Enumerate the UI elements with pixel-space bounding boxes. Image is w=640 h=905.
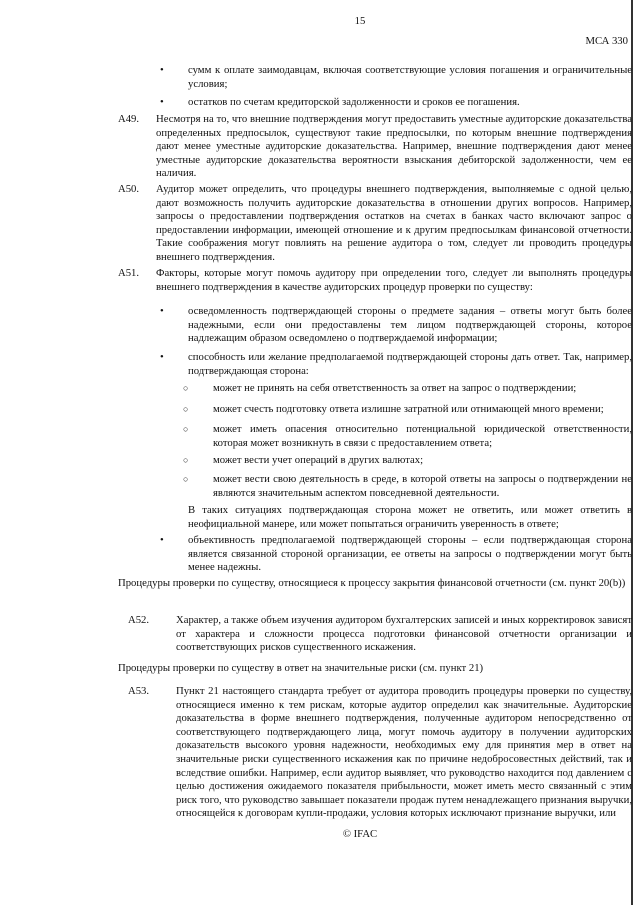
bullet-icon: • (160, 305, 164, 317)
sub-list-item: может не принять на себя ответственность за ответ на запрос о подтверждении; (213, 382, 577, 394)
section-heading: Процедуры проверки по существу в ответ на значительные риски (см. пункт 21) (118, 662, 484, 674)
paragraph-a52: Характер, а также объем изучения аудитором бухгалтерских записей и иных корректировок зависят от характера и сложности процесса подготовки финансовой отчетности организации и соответствующих рисков существенного искажения. (176, 614, 632, 654)
paragraph-label: A53. (128, 685, 150, 697)
list-item: осведомленность подтверждающей стороны о предмете задания – ответы могут быть более надежными, если они предоставлены тем лицом подтверждающей стороны, которое надлежащим образом осведомлено о подтверждаемой информации; (188, 305, 632, 345)
standard-code: МСА 330 (585, 35, 628, 47)
circle-bullet-icon: ○ (183, 424, 189, 434)
circle-bullet-icon: ○ (183, 455, 189, 465)
circle-bullet-icon: ○ (183, 474, 189, 484)
sub-list-item: может вести свою деятельность в среде, в которой ответы на запросы о подтверждении не являются значительным аспектом повседневной деятельности. (213, 473, 632, 499)
circle-bullet-icon: ○ (183, 383, 189, 393)
paragraph-label: A52. (128, 614, 150, 626)
list-item: сумм к оплате заимодавцам, включая соответствующие условия погашения и ограничительные условия; (188, 64, 632, 90)
footer-copyright: © IFAC (342, 828, 378, 840)
paragraph-a51: Факторы, которые могут помочь аудитору при определении того, следует ли выполнять процедуры внешнего подтверждения в качестве аудиторских процедур проверки по существу: (156, 267, 632, 293)
page-number: 15 (354, 15, 366, 27)
paragraph-label: A51. (118, 267, 140, 279)
paragraph-a50: Аудитор может определить, что процедуры внешнего подтверждения, выполняемые с одной целью, дают возможность получить аудиторские доказательства в отношении других вопросов. Например, запросы о предоставлении подтверждения остатков на счетах в банках часто включают запрос о предоставлении информации, имеющей отношение и к другим предпосылкам финансовой отчетности. Такие соображения могут повлиять на решение аудитора о том, следует ли проводить процедуры внешнего подтверждения. (156, 183, 632, 263)
circle-bullet-icon: ○ (183, 404, 189, 414)
bullet-icon: • (160, 351, 164, 363)
sub-list-conclusion: В таких ситуациях подтверждающая сторона может не ответить, или может ответить в неофициальной манере, или может попытаться ограничить уверенность в ответе; (188, 504, 632, 530)
list-item: остатков по счетам кредиторской задолженности и сроков ее погашения. (188, 96, 520, 108)
bullet-icon: • (160, 96, 164, 108)
bullet-icon: • (160, 64, 164, 76)
paragraph-a53: Пункт 21 настоящего стандарта требует от аудитора проводить процедуры проверки по существу, относящиеся именно к тем рискам, которые аудитор определил как значительные. Аудиторские доказательства в форме внешнего подтверждения, полученные аудитором непосредственно от соответствующего подтверждающего лица, могут помочь аудитору в получении аудиторских доказательств высокого уровня надежности, необходимых ему для принятия мер в ответ на значительные риски существенного искажения как по причине недобросовестных действий, так и вследствие ошибки. Например, если аудитор выявляет, что руководство находится под давлением с целью достижения ожидаемого показателя прибыльности, может иметь место связанный с этим риск того, что руководство завышает показатели продаж путем ненадлежащего признания выручки, относящейся к договорам купли-продажи, условия которых исключают признание выручки, или (176, 685, 632, 820)
paragraph-a49: Несмотря на то, что внешние подтверждения могут предоставить уместные аудиторские доказательства определенных предпосылок, существуют такие предпосылки, по которым внешние подтверждения дают менее уместные аудиторские доказательства. Например, внешние подтверждения дают менее уместные аудиторские доказательства вероятности взыскания дебиторской задолженности, чем ее наличия. (156, 113, 632, 180)
bullet-icon: • (160, 534, 164, 546)
sub-list-item: может вести учет операций в других валютах; (213, 454, 424, 466)
section-heading: Процедуры проверки по существу, относящиеся к процессу закрытия финансовой отчетности (см. пункт 20(b)) (118, 577, 626, 589)
sub-list-item: может иметь опасения относительно потенциальной юридической ответственности, которая может возникнуть в связи с предоставлением ответа; (213, 423, 632, 449)
paragraph-label: A49. (118, 113, 140, 125)
sub-list-item: может счесть подготовку ответа излишне затратной или отнимающей много времени; (213, 403, 604, 415)
paragraph-label: A50. (118, 183, 140, 195)
list-item: объективность предполагаемой подтверждающей стороны – если подтверждающая сторона является связанной стороной организации, ее ответы на запросы о подтверждении могут быть менее надежны. (188, 534, 632, 574)
list-item: способность или желание предполагаемой подтверждающей стороны дать ответ. Так, например, подтверждающая сторона: (188, 351, 632, 377)
